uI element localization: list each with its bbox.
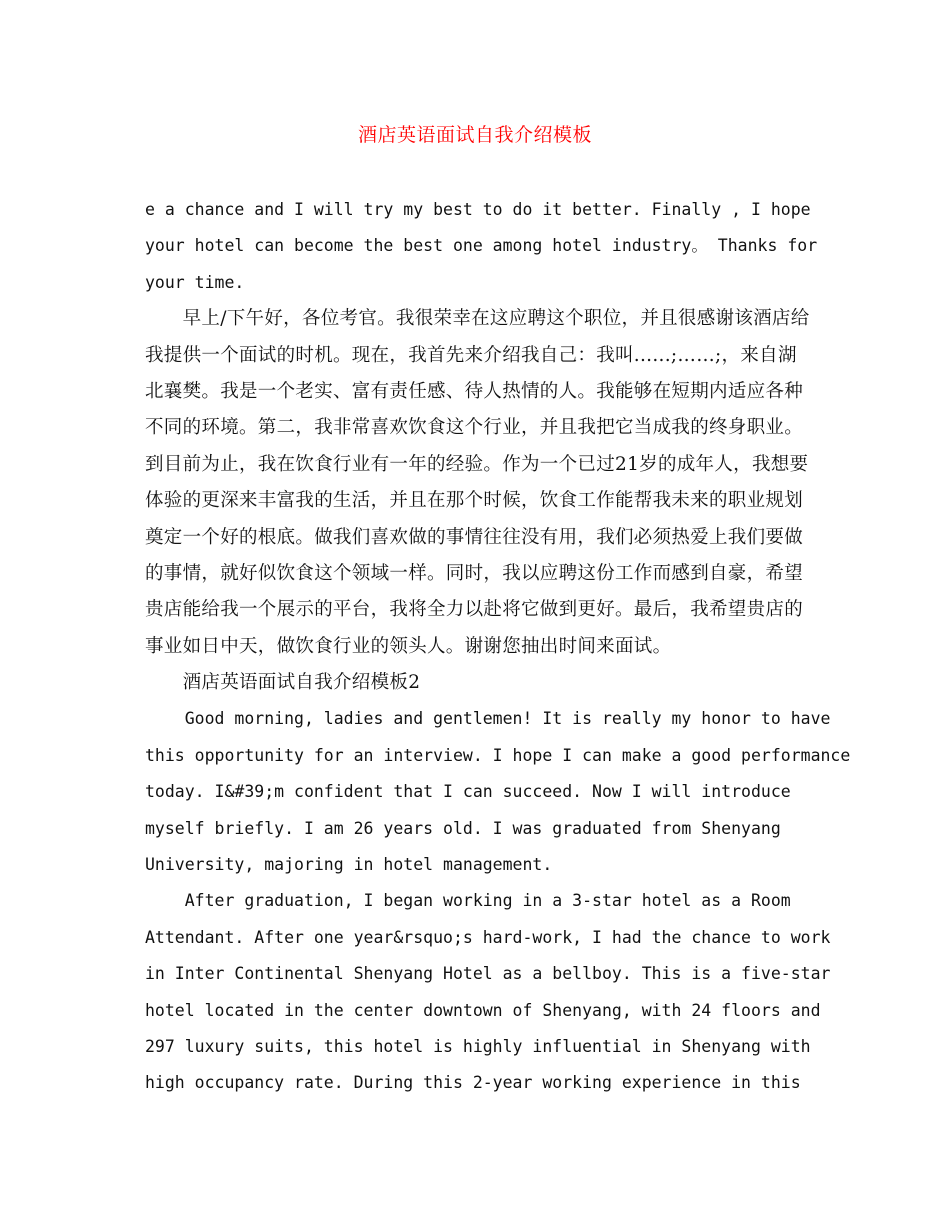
text-line: 早上/下午好，各位考官。我很荣幸在这应聘这个职位，并且很感谢该酒店给 bbox=[145, 308, 810, 330]
text-line: 事业如日中天，做饮食行业的领头人。谢谢您抽出时间来面试。 bbox=[145, 635, 672, 657]
document-body bbox=[145, 192, 851, 1102]
text-line: 的事情，就好似饮食这个领域一样。同时，我以应聘这份工作而感到自豪，希望 bbox=[145, 562, 804, 584]
document-title: 酒店英语面试自我介绍模板 bbox=[357, 124, 592, 146]
text-line: your time. bbox=[145, 272, 245, 292]
text-line: 297 luxury suits, this hotel is highly influential in Shenyang with bbox=[145, 1036, 811, 1056]
text-line: high occupancy rate. During this 2-year working experience in this bbox=[145, 1073, 801, 1093]
text-line: 到目前为止，我在饮食行业有一年的经验。作为一个已过21岁的成年人，我想要 bbox=[145, 453, 809, 475]
text-line: University, majoring in hotel management. bbox=[145, 855, 553, 875]
text-line: Attendant. After one year&rsquo;s hard-work, I had the chance to work bbox=[145, 927, 831, 947]
text-line: your hotel can become the best one among hotel industry。 Thanks for bbox=[145, 236, 818, 256]
text-line: 贵店能给我一个展示的平台，我将全力以赴将它做到更好。最后，我希望贵店的 bbox=[145, 599, 804, 621]
text-line: this opportunity for an interview. I hope I can make a good performance bbox=[145, 745, 851, 765]
text-line: hotel located in the center downtown of Shenyang, with 24 floors and bbox=[145, 1000, 821, 1020]
text-line: in Inter Continental Shenyang Hotel as a bellboy. This is a five-star bbox=[145, 964, 831, 984]
text-line: myself briefly. I am 26 years old. I was graduated from Shenyang bbox=[145, 818, 781, 838]
text-line: 我提供一个面试的时机。现在，我首先来介绍我自己：我叫......;……;，来自湖 bbox=[145, 344, 797, 366]
text-line: 不同的环境。第二，我非常喜欢饮食这个行业，并且我把它当成我的终身职业。 bbox=[145, 417, 804, 439]
text-line: e a chance and I will try my best to do it better. Finally , I hope bbox=[145, 200, 811, 219]
text-line: 体验的更深来丰富我的生活，并且在那个时候，饮食工作能帮我未来的职业规划 bbox=[145, 490, 804, 512]
text-line: 奠定一个好的根底。做我们喜欢做的事情往往没有用，我们必须热爱上我们要做 bbox=[145, 526, 804, 548]
text-line: After graduation, I began working in a 3-star hotel as a Room bbox=[145, 891, 791, 911]
section-heading: 酒店英语面试自我介绍模板2 bbox=[145, 672, 421, 694]
text-line: today. I&#39;m confident that I can succeed. Now I will introduce bbox=[145, 782, 791, 802]
text-line: Good morning, ladies and gentlemen! It is really my honor to have bbox=[145, 709, 831, 729]
text-line: 北襄樊。我是一个老实、富有责任感、待人热情的人。我能够在短期内适应各种 bbox=[145, 380, 804, 402]
